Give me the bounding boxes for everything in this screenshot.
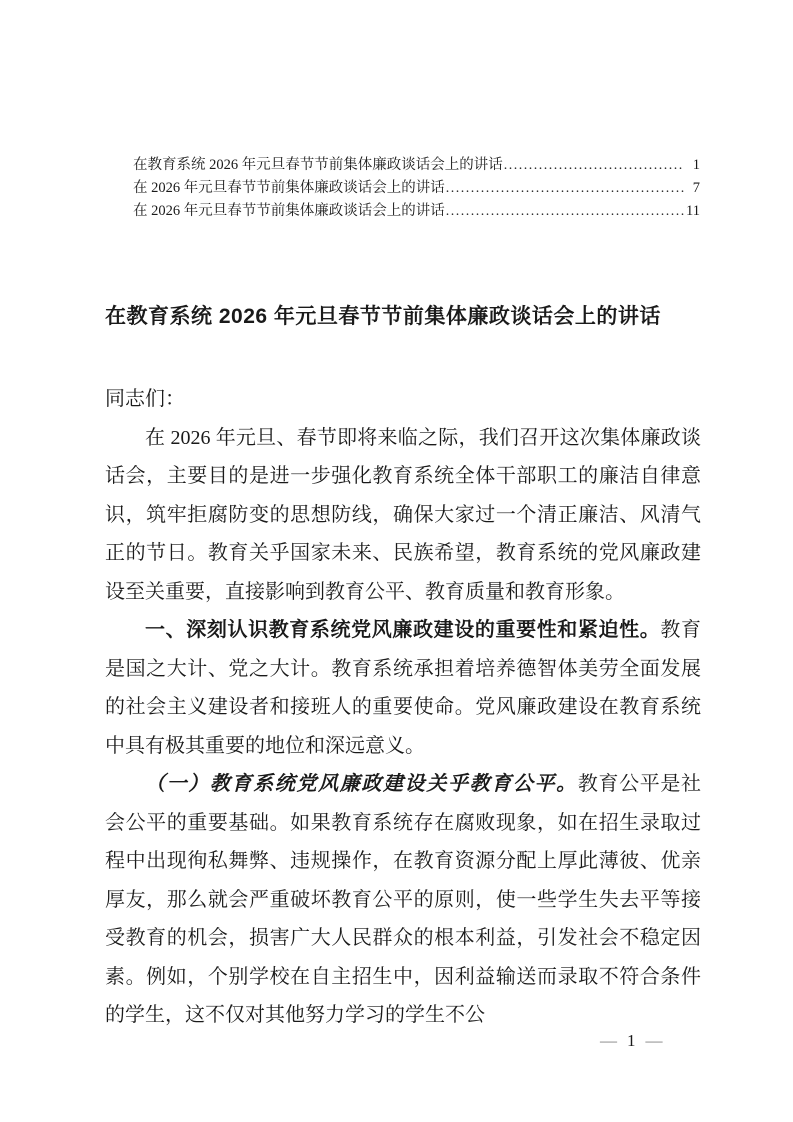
toc-entry-title: 在 2026 年元旦春节节前集体廉政谈话会上的讲话 bbox=[133, 203, 445, 219]
paragraph-lead-subheading: （一）教育系统党风廉政建设关乎教育公平。 bbox=[145, 773, 578, 795]
salutation: 同志们： bbox=[105, 388, 185, 410]
paragraph bbox=[105, 765, 701, 1035]
toc-entry[interactable] bbox=[133, 177, 700, 200]
toc-page-number: 11 bbox=[686, 203, 700, 219]
toc-leader-dots bbox=[446, 177, 684, 200]
toc-entry-title: 在 2026 年元旦春节节前集体廉政谈话会上的讲话 bbox=[133, 180, 445, 196]
footer-page-number: 1 bbox=[627, 1031, 636, 1050]
paragraph-lead-heading: 一、深刻认识教育系统党风廉政建设的重要性和紧迫性。 bbox=[145, 619, 661, 641]
toc-entry-title: 在教育系统 2026 年元旦春节节前集体廉政谈话会上的讲话 bbox=[133, 157, 503, 173]
paragraph bbox=[105, 611, 701, 765]
paragraph-text: 教育公平是社会公平的重要基础。如果教育系统存在腐败现象，如在招生录取过程中出现徇私舞弊、违规操作，在教育资源分配上厚此薄彼、优亲厚友，那么就会严重破坏教育公平的原则，使一些学生失去平等接受教育的机会，损害广大人民群众的根本利益，引发社会不稳定因素。例如，个别学校在自主招生中，因利益输送而录取不符合条件的学生，这不仅对其他努力学习的学生不公 bbox=[105, 773, 702, 1026]
paragraph bbox=[105, 419, 701, 612]
toc-leader-dots bbox=[446, 200, 684, 223]
toc-entry[interactable] bbox=[133, 154, 700, 177]
paragraph-text: 教育是国之大计、党之大计。教育系统承担着培养德智体美劳全面发展的社会主义建设者和接班人的重要使命。党风廉政建设在教育系统中具有极其重要的地位和深远意义。 bbox=[105, 619, 702, 757]
toc-page-number: 1 bbox=[692, 157, 700, 173]
footer-left-dash: — bbox=[600, 1031, 617, 1050]
document-body bbox=[105, 380, 701, 1035]
toc-page-number: 7 bbox=[692, 180, 700, 196]
page-footer bbox=[600, 1031, 663, 1051]
table-of-contents bbox=[133, 154, 700, 223]
toc-entry[interactable] bbox=[133, 200, 700, 223]
toc-leader-dots bbox=[504, 154, 684, 177]
footer-right-dash: — bbox=[645, 1031, 663, 1050]
paragraph-text: 在 2026 年元旦、春节即将来临之际，我们召开这次集体廉政谈话会，主要目的是进一步强化教育系统全体干部职工的廉洁自律意识，筑牢拒腐防变的思想防线，确保大家过一个清正廉洁、风清气正的节日。教育关乎国家未来、民族希望，教育系统的党风廉政建设至关重要，直接影响到教育公平、教育质量和教育形象。 bbox=[105, 426, 701, 603]
page-title: 在教育系统 2026 年元旦春节节前集体廉政谈话会上的讲话 bbox=[105, 305, 661, 329]
